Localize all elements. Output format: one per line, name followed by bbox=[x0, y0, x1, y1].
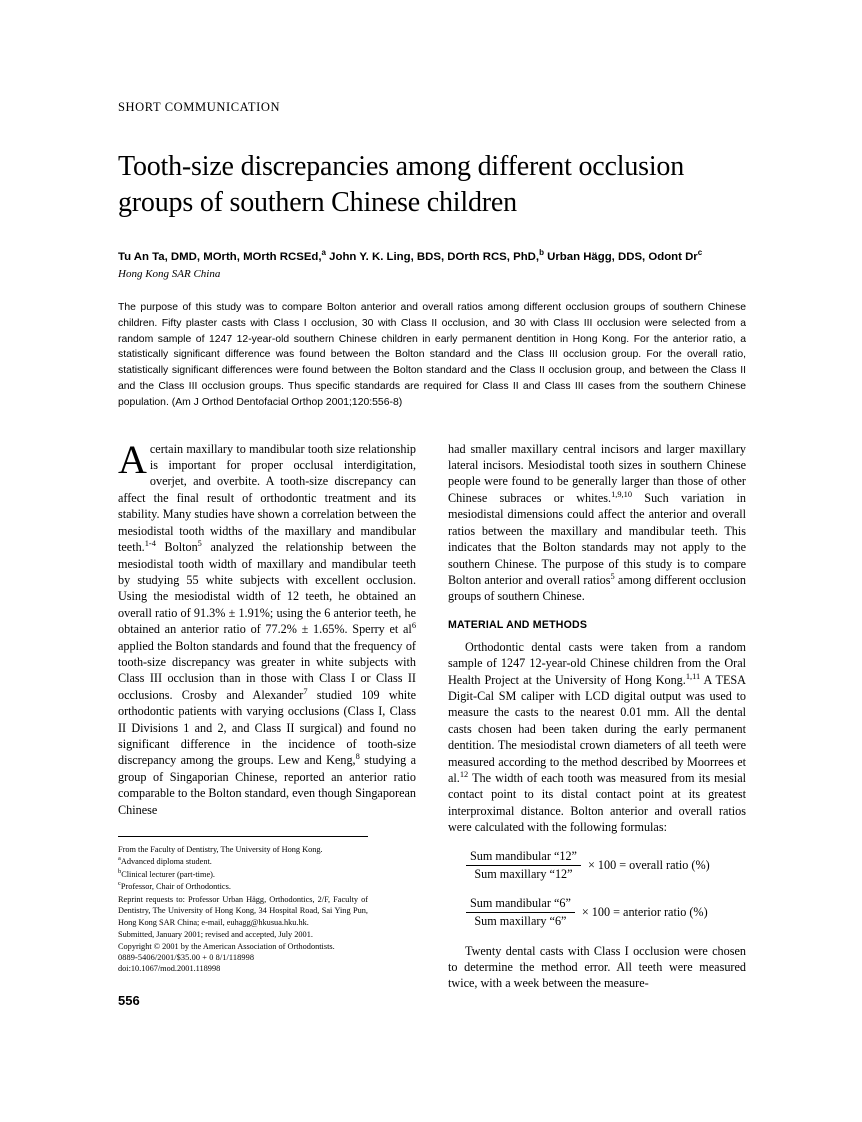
p1-part5: studied 109 white orthodontic patients with varying occlusions (Class I, Class II Divisions 1 and 2, and Class II surgical) and found no significant difference in the incidence of tooth-size discrepancy among the groups. Lew and Keng, bbox=[118, 687, 416, 768]
footnote-a-text: Advanced diploma student. bbox=[120, 857, 212, 867]
p1-part2: Bolton bbox=[155, 540, 198, 555]
citation-5: 5 bbox=[197, 539, 202, 549]
abstract: The purpose of this study was to compare Bolton anterior and overall ratios among different occlusion groups of southern Chinese children. Fifty plaster casts with Class I occlusion, 30 with Class II occlusion, and 30 with Class III occlusion were selected from a random sample of 1247 12-year-old southern Chinese children in early permanent dentition in Hong Kong. For the anterior ratio, a statistically significant difference was found between the Bolton standard and the Class III occlusion group. For the overall ratio, statistically significant differences were found between the Bolton standard and the Class II occlusion group, and between the Class II and the Class III occlusion groups. Thus specific standards are required for Class II and Class III cases from the southern Chinese population. (Am J Orthod Dentofacial Orthop 2001;120:556-8) bbox=[118, 301, 746, 408]
author-1: Tu An Ta, DMD, MOrth, MOrth RCSEd, bbox=[118, 250, 322, 263]
p1-part4: applied the Bolton standards and found that the frequency of tooth-size discrepancy was greater in white subjects with Class III occlusion than in those with Class I or Class II occlusions. Crosby and Alexander bbox=[118, 638, 416, 702]
citation-1-9-10: 1,9,10 bbox=[611, 489, 633, 499]
formula-1-fraction bbox=[466, 849, 581, 882]
footnote-b bbox=[118, 869, 368, 880]
page-title: Tooth-size discrepancies among different occlusion groups of southern Chinese children bbox=[118, 151, 684, 218]
column-right bbox=[448, 441, 746, 1008]
p1-part6: studying a group of Singaporian Chinese, reported an anterior ratio comparable to the Bolton standard, even though Singaporean Chinese bbox=[118, 753, 416, 817]
citation-12: 12 bbox=[459, 769, 469, 779]
body-paragraph-3 bbox=[448, 639, 746, 836]
citation-1-11: 1,11 bbox=[685, 671, 701, 681]
footnote-a-marker: a bbox=[118, 855, 121, 863]
formula-2-rest: × 100 = anterior ratio (%) bbox=[581, 904, 708, 919]
author-2-marker: b bbox=[539, 247, 544, 257]
page-number: 556 bbox=[118, 992, 140, 1008]
footnote-c-text: Professor, Chair of Orthodontics. bbox=[120, 882, 231, 892]
section-kicker: SHORT COMMUNICATION bbox=[118, 100, 281, 114]
p3-part3: The width of each tooth was measured from its mesial contact point to its distal contact point at its greatest interproximal distance. Bolton anterior and overall ratios were calculated with the following formulas: bbox=[448, 770, 746, 835]
formula-overall-ratio bbox=[466, 849, 746, 882]
citation-5b: 5 bbox=[610, 571, 615, 581]
column-left bbox=[118, 436, 416, 1008]
formula-2-fraction bbox=[466, 896, 575, 929]
citation-8: 8 bbox=[355, 752, 360, 762]
p3-part1: Orthodontic dental casts were taken from a random sample of 1247 12-year-old Chinese children from the Oral Health Project at the University of Hong Kong. bbox=[448, 639, 746, 687]
p3-part2: A TESA Digit-Cal SM caliper with LCD digital output was used to measure the casts to the nearest 0.01 mm. All the dental casts chosen had been taken during the early permanent dentition. The mesiodistal crown diameters of all teeth were measured according to the method described by Moorrees et al. bbox=[448, 672, 746, 785]
formula-1-numerator: Sum mandibular “12” bbox=[466, 849, 581, 866]
citation-7: 7 bbox=[303, 686, 308, 696]
author-2: John Y. K. Ling, BDS, DOrth RCS, PhD, bbox=[326, 250, 540, 263]
author-3-marker: c bbox=[697, 247, 703, 257]
p1-part3: analyzed the relationship between the mesiodistal tooth width of maxillary and mandibular teeth by studying 55 white subjects with excellent occlusion. Using the mesiodistal width of 12 teeth, he obtained an overall ratio of 91.3% ± 1.91%; using the 6 anterior teeth, he obtained an anterior ratio of 77.2% ± 1.65%. Sperry et al bbox=[118, 540, 416, 637]
footnote-doi: doi:10.1067/mod.2001.118998 bbox=[118, 964, 221, 974]
footnote-c bbox=[118, 881, 368, 892]
body-paragraph-4: Twenty dental casts with Class I occlusion were chosen to determine the method error. All teeth were measured twice, with a week between the measure- bbox=[448, 943, 746, 991]
formula-anterior-ratio bbox=[466, 896, 746, 929]
p2-part1: had smaller maxillary central incisors and larger maxillary lateral incisors. Mesiodistal tooth sizes in southern Chinese people were found to be generally larger than those of other Chinese subraces or whites. bbox=[448, 441, 746, 505]
affiliation: Hong Kong SAR China bbox=[118, 267, 221, 280]
footnote-b-text: Clinical lecturer (part-time). bbox=[121, 869, 215, 879]
footnote-b-marker: b bbox=[118, 868, 122, 876]
citation-6: 6 bbox=[411, 621, 416, 631]
footnote-submitted: Submitted, January 2001; revised and accepted, July 2001. bbox=[118, 930, 313, 940]
footnote-c-marker: c bbox=[118, 880, 121, 888]
author-list bbox=[118, 247, 746, 265]
formula-2-denominator: Sum maxillary “6” bbox=[474, 913, 567, 928]
p1-part1: certain maxillary to mandibular tooth size relationship is important for proper occlusal interdigitation, overjet, and overbite. A tooth-size discrepancy can affect the final result of orthodontic treatment and its stability. Many studies have shown a correlation between the mesiodistal tooth widths of the maxillary and mandibular teeth. bbox=[118, 441, 416, 555]
footnote-reprint: Reprint requests to: Professor Urban Hägg, Orthodontics, 2/F, Faculty of Dentistry, The University of Hong Kong, 34 Hospital Road, Sai Ying Pun, Hong Kong SAR China; e-mail, euhagg@hkusua.hku.hk. bbox=[118, 894, 368, 927]
formula-2-numerator: Sum mandibular “6” bbox=[466, 896, 575, 913]
heading-material-and-methods: MATERIAL AND METHODS bbox=[448, 618, 588, 631]
body-paragraph-1 bbox=[118, 436, 416, 818]
formula-1-rest: × 100 = overall ratio (%) bbox=[587, 857, 710, 872]
citation-1-4: 1-4 bbox=[144, 539, 156, 549]
drop-cap: A bbox=[118, 436, 147, 482]
p2-part2: Such variation in mesiodistal dimensions could affect the anterior and overall ratios between the maxillary and mandibular teeth. This indicates that the Bolton standards may not apply to the southern Chinese. The purpose of this study is to compare Bolton anterior and overall ratios bbox=[448, 490, 747, 587]
footnotes-block bbox=[118, 836, 368, 975]
author-1-marker: a bbox=[321, 247, 326, 257]
formulas bbox=[448, 849, 746, 929]
footnote-a bbox=[118, 856, 368, 867]
p2-part3: among different occlusion groups of southern Chinese. bbox=[448, 572, 746, 604]
article-content bbox=[118, 100, 746, 1008]
body-paragraph-2 bbox=[448, 441, 746, 605]
footnote-issn: 0889-5406/2001/$35.00 + 0 8/1/118998 bbox=[118, 952, 255, 962]
formula-1-denominator: Sum maxillary “12” bbox=[474, 866, 573, 881]
footnote-copyright: Copyright © 2001 by the American Association of Orthodontists. bbox=[118, 941, 335, 951]
body-columns bbox=[118, 436, 747, 1008]
copyright-block bbox=[118, 929, 368, 975]
author-3: Urban Hägg, DDS, Odont Dr bbox=[543, 250, 698, 263]
footnote-affiliation: From the Faculty of Dentistry, The University of Hong Kong. bbox=[118, 845, 323, 855]
